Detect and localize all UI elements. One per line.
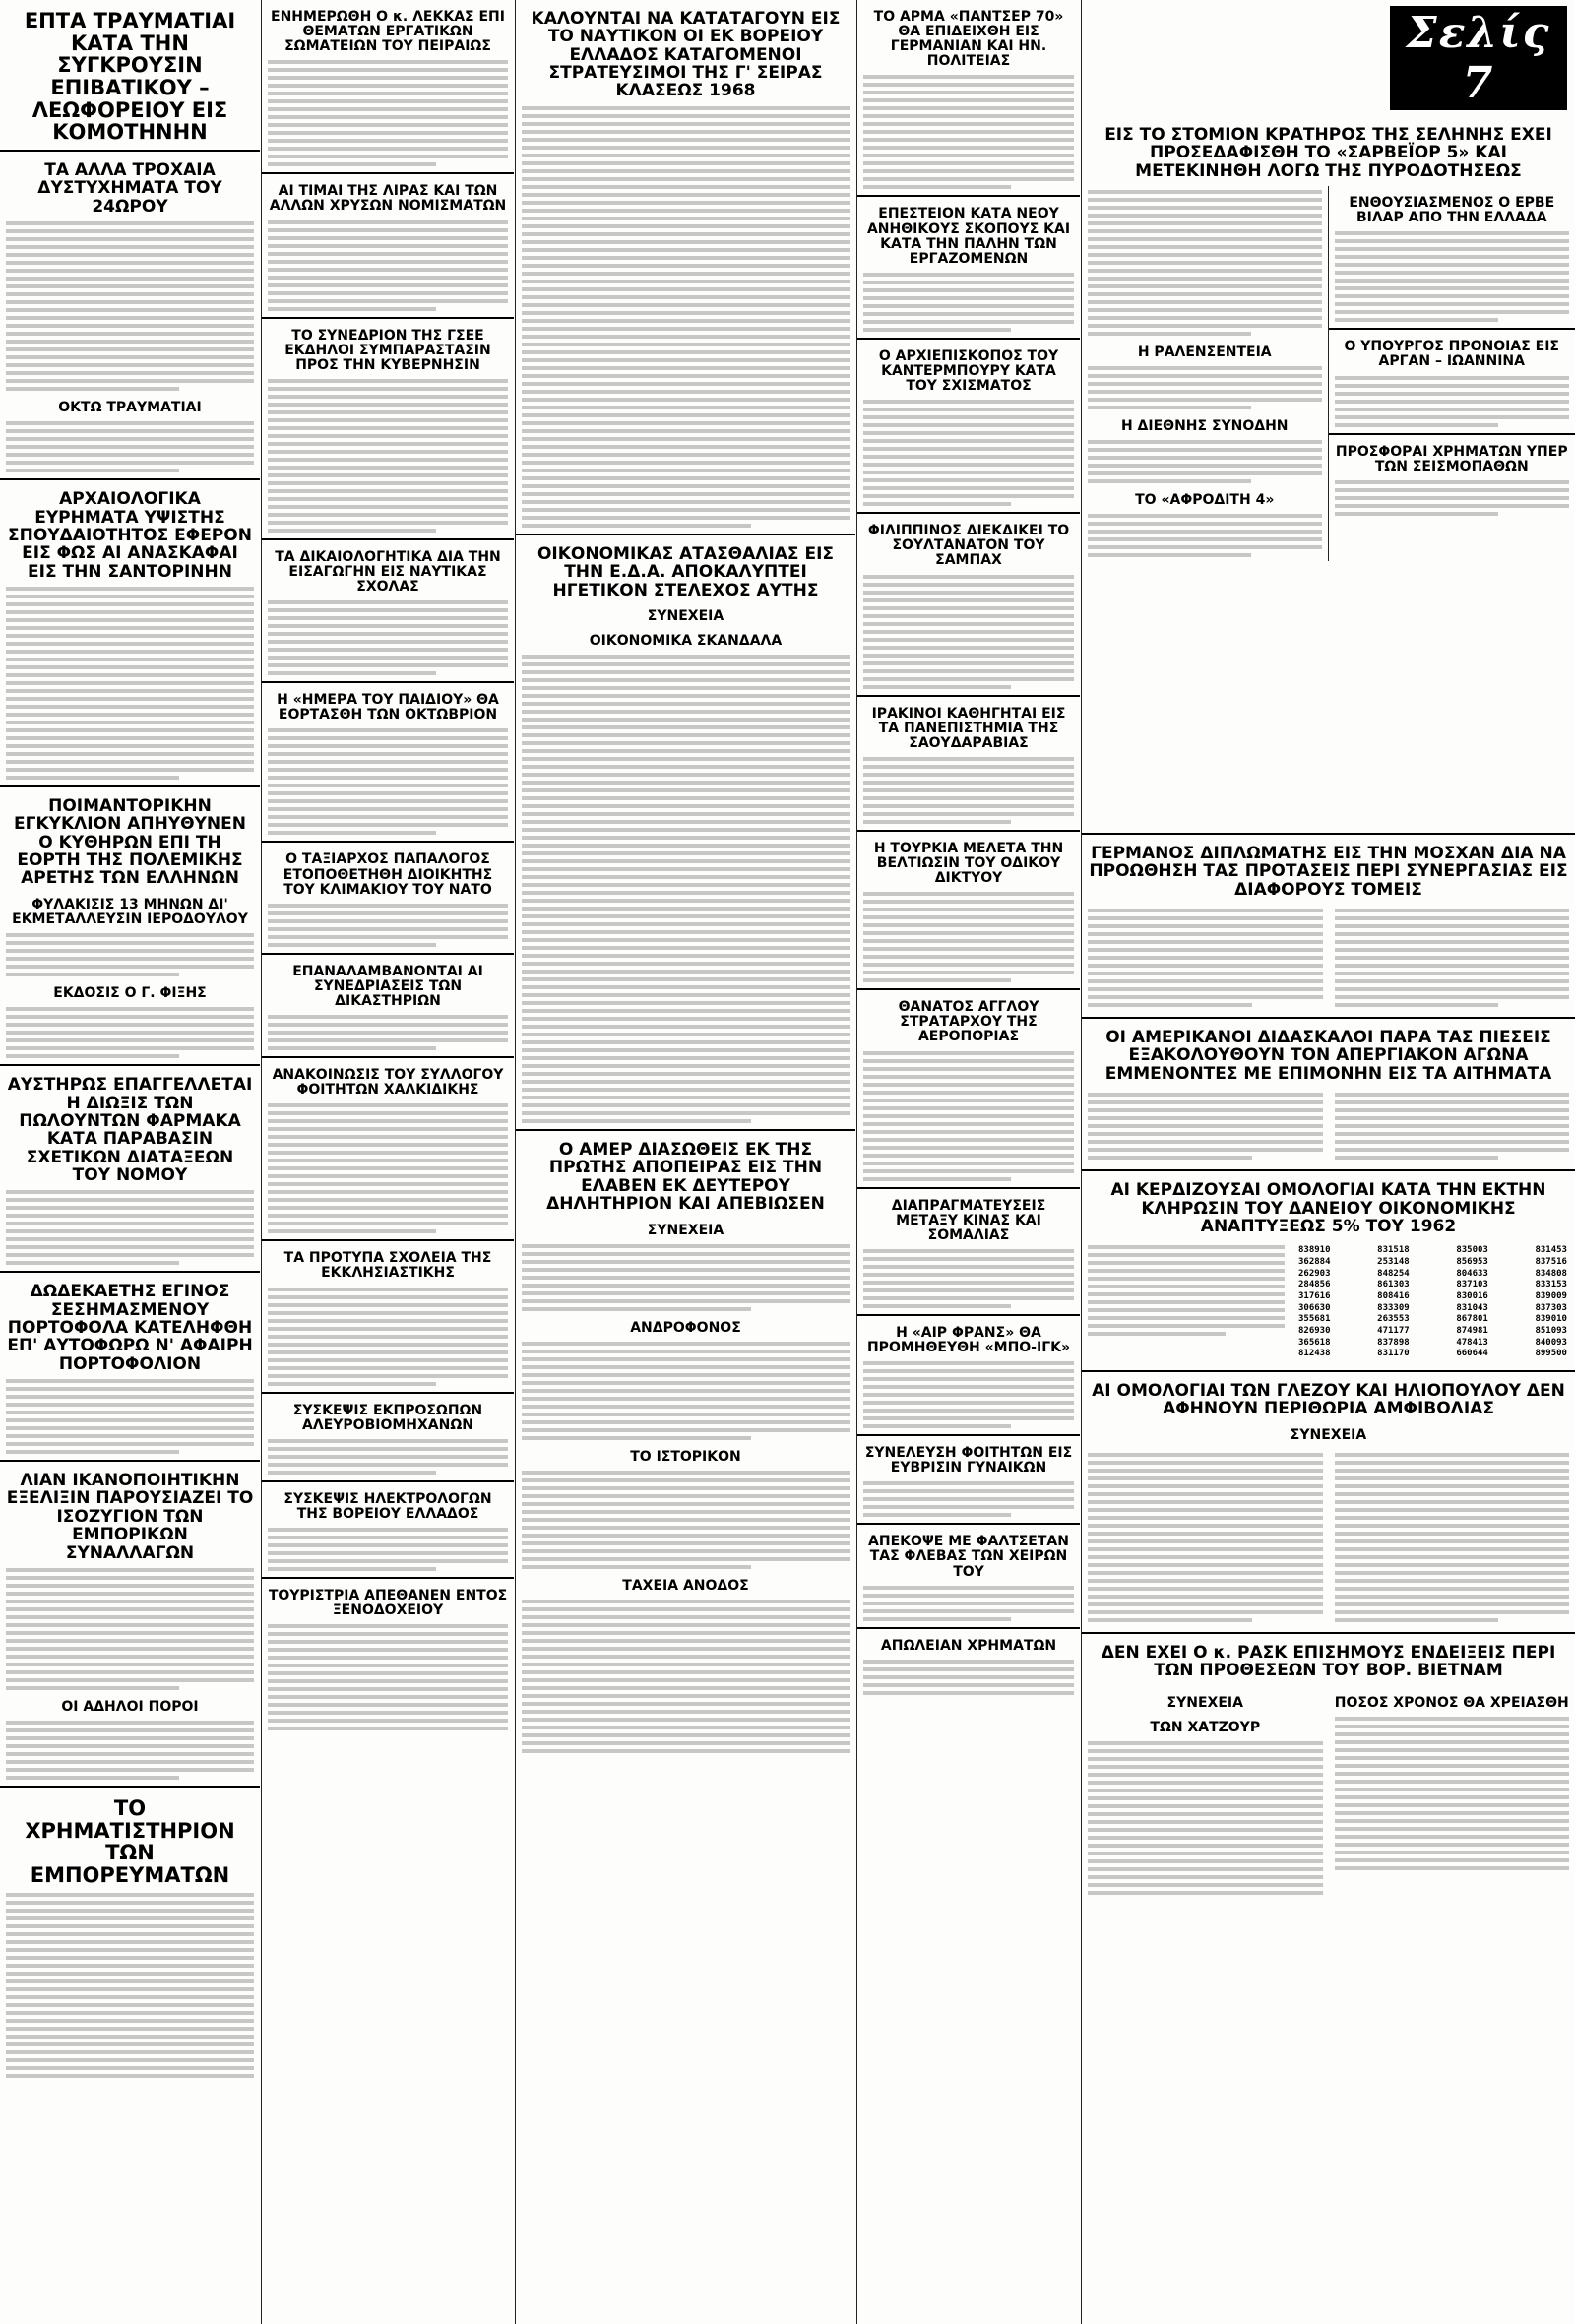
- table-row: [1298, 1257, 1567, 1269]
- table-row: [1298, 1326, 1567, 1338]
- article-body: [1335, 376, 1570, 427]
- table-cell: 804633: [1456, 1268, 1488, 1279]
- article-body: [863, 757, 1074, 824]
- headline: ΤΟ ΧΡΗΜΑΤΙΣΤΗΡΙΟΝ ΤΩΝ ΕΜΠΟΡΕΥΜΑΤΩΝ: [25, 1796, 235, 1888]
- article-body: [863, 575, 1074, 689]
- headline: Ο ΥΠΟΥΡΓΟΣ ΠΡΟΝΟΙΑΣ ΕΙΣ ΑΡΓΑΝ – ΙΩΑΝΝΙΝΑ: [1344, 339, 1559, 370]
- table-cell: 808416: [1377, 1290, 1410, 1301]
- article-body: [6, 933, 254, 976]
- continued-label: ΣΥΝΕΧΕΙΑ: [1166, 1694, 1243, 1711]
- table-cell: 867801: [1456, 1314, 1488, 1325]
- headline: ΣΥΣΚΕΨΙΣ ΗΛΕΚΤΡΟΛΟΓΩΝ ΤΗΣ ΒΟΡΕΙΟΥ ΕΛΛΑΔΟΣ: [284, 1490, 492, 1522]
- article-body: [863, 1660, 1074, 1695]
- table-cell: 834808: [1535, 1268, 1567, 1279]
- table-cell: 471177: [1377, 1326, 1410, 1337]
- table-cell: 478413: [1456, 1337, 1488, 1348]
- section-heading: ΑΝΔΡΟΦΟΝΟΣ: [630, 1319, 741, 1336]
- table-cell: 837898: [1377, 1337, 1410, 1348]
- headline: ΔΙΑΠΡΑΓΜΑΤΕΥΣΕΙΣ ΜΕΤΑΞΥ ΚΙΝΑΣ ΚΑΙ ΣΟΜΑΛΙΑΣ: [891, 1197, 1046, 1243]
- article-body: [6, 221, 254, 391]
- headline: ΑΠΩΛΕΙΑΝ ΧΡΗΜΑΤΩΝ: [880, 1637, 1057, 1654]
- headline: ΠΡΟΣΦΟΡΑΙ ΧΡΗΜΑΤΩΝ ΥΠΕΡ ΤΩΝ ΣΕΙΣΜΟΠΑΘΩΝ: [1335, 443, 1568, 474]
- table-cell: 833309: [1377, 1302, 1410, 1313]
- article-body: [6, 1379, 254, 1454]
- article-body: [1335, 1449, 1570, 1626]
- article-body: [268, 60, 508, 166]
- article-body: [863, 273, 1074, 332]
- article-body: [1088, 905, 1323, 1011]
- column-5: [857, 0, 1080, 2324]
- column-1: [0, 0, 260, 2324]
- continued-label: ΣΥΝΕΧΕΙΑ: [647, 607, 724, 624]
- section-heading: ΠΟΣΟΣ ΧΡΟΝΟΣ ΘΑ ΧΡΕΙΑΣΘΗ: [1334, 1694, 1569, 1711]
- section-heading: ΤΑΧΕΙΑ ΑΝΟΔΟΣ: [622, 1577, 749, 1594]
- table-cell: 355681: [1298, 1314, 1331, 1325]
- table-cell: 831170: [1377, 1349, 1410, 1359]
- table-cell: 812438: [1298, 1349, 1331, 1359]
- article-body: [522, 1600, 850, 1753]
- table-cell: 284856: [1298, 1280, 1331, 1290]
- headline: ΤΑ ΠΡΟΤΥΠΑ ΣΧΟΛΕΙΑ ΤΗΣ ΕΚΚΛΗΣΙΑΣΤΙΚΗΣ: [284, 1250, 492, 1282]
- table-cell: 660644: [1456, 1349, 1488, 1359]
- table-cell: 263553: [1377, 1314, 1410, 1325]
- subheadline: ΤΑ ΑΛΛΑ ΤΡΟΧΑΙΑ ΔΥΣΤΥΧΗΜΑΤΑ ΤΟΥ 24ΩΡΟΥ: [37, 160, 222, 217]
- article-body: [268, 1103, 508, 1233]
- table-cell: 837516: [1535, 1256, 1567, 1267]
- headline: ΑΠΕΚΟΨΕ ΜΕ ΦΑΛΤΣΕΤΑΝ ΤΑΣ ΦΛΕΒΑΣ ΤΩΝ ΧΕΙΡΩΝ ΤΟΥ: [868, 1534, 1069, 1580]
- article-body: [1335, 480, 1570, 516]
- table-cell: 856953: [1456, 1256, 1488, 1267]
- headline: ΑΙ ΤΙΜΑΙ ΤΗΣ ΛΙΡΑΣ ΚΑΙ ΤΩΝ ΑΛΛΩΝ ΧΡΥΣΩΝ ΝΟΜΙΣΜΑΤΩΝ: [269, 183, 507, 215]
- column-2: [262, 0, 514, 2324]
- table-row: [1298, 1338, 1567, 1350]
- article-body: [268, 1528, 508, 1571]
- article-body: [268, 1015, 508, 1050]
- headline: ΕΠΤΑ ΤΡΑΥΜΑΤΙΑΙ ΚΑΤΑ ΤΗΝ ΣΥΓΚΡΟΥΣΙΝ ΕΠΙΒΑΤΙΚΟΥ – ΛΕΩΦΟΡΕΙΟΥ ΕΙΣ ΚΟΜΟΤΗΝΗΝ: [24, 9, 236, 145]
- table-cell: 851093: [1535, 1326, 1567, 1337]
- article-body: [1335, 1089, 1570, 1163]
- table-cell: 839010: [1535, 1314, 1567, 1325]
- article-body: [1088, 190, 1322, 336]
- headline: ΣΥΝΕΛΕΥΣΗ ΦΟΙΤΗΤΩΝ ΕΙΣ ΕΥΒΡΙΣΙΝ ΓΥΝΑΙΚΩΝ: [864, 1445, 1073, 1476]
- headline: ΔΕΝ ΕΧΕΙ Ο κ. ΡΑΣΚ ΕΠΙΣΗΜΟΥΣ ΕΝΔΕΙΞΕΙΣ ΠΕΡΙ ΤΩΝ ΠΡΟΘΕΣΕΩΝ ΤΟΥ ΒΟΡ. ΒΙΕΤΝΑΜ: [1101, 1642, 1556, 1681]
- article-body: [863, 892, 1074, 982]
- article-body: [522, 655, 850, 1123]
- article-body: [6, 1190, 254, 1265]
- article-body: [522, 1471, 850, 1569]
- article-body: [6, 1893, 254, 2078]
- headline: ΠΟΙΜΑΝΤΟΡΙΚΗΝ ΕΓΚΥΚΛΙΟΝ ΑΠΗΥΘΥΝΕΝ Ο ΚΥΘΗΡΩΝ ΕΠΙ ΤΗ ΕΟΡΤΗ ΤΗΣ ΠΟΛΕΜΙΚΗΣ ΑΡΕΤΗΣ ΤΩΝ ΕΛΛΗΝΩΝ: [14, 796, 246, 889]
- headline: Ο ΑΡΧΙΕΠΙΣΚΟΠΟΣ ΤΟΥ ΚΑΝΤΕΡΜΠΟΥΡΥ ΚΑΤΑ ΤΟΥ ΣΧΙΣΜΑΤΟΣ: [878, 347, 1059, 395]
- headline: ΤΟ ΣΥΝΕΔΡΙΟΝ ΤΗΣ ΓΣΕΕ ΕΚΔΗΛΟΙ ΣΥΜΠΑΡΑΣΤΑΣΙΝ ΠΡΟΣ ΤΗΝ ΚΥΒΕΡΝΗΣΙΝ: [284, 327, 491, 373]
- headline: ΑΝΑΚΟΙΝΩΣΙΣ ΤΟΥ ΣΥΛΛΟΓΟΥ ΦΟΙΤΗΤΩΝ ΧΑΛΚΙΔΙΚΗΣ: [272, 1067, 504, 1099]
- headline: ΟΙ ΑΜΕΡΙΚΑΝΟΙ ΔΙΔΑΣΚΑΛΟΙ ΠΑΡΑ ΤΑΣ ΠΙΕΣΕΙΣ ΕΞΑΚΟΛΟΥΘΟΥΝ ΤΟΝ ΑΠΕΡΓΙΑΚΟΝ ΑΓΩΝΑ ΕΜΜΕΝΟΝΤΕΣ ΜΕ ΕΠΙΜΟΝΗΝ ΕΙΣ ΤΑ ΑΙΤΗΜΑΤΑ: [1104, 1028, 1552, 1084]
- article-body: [1088, 1089, 1323, 1163]
- headline: ΤΟ ΑΡΜΑ «ΠΑΝΤΣΕΡ 70» ΘΑ ΕΠΙΔΕΙΧΘΗ ΕΙΣ ΓΕΡΜΑΝΙΑΝ ΚΑΙ ΗΝ. ΠΟΛΙΤΕΙΑΣ: [873, 9, 1064, 70]
- article-body: [863, 75, 1074, 189]
- table-row: [1298, 1303, 1567, 1315]
- continued-label: ΣΥΝΕΧΕΙΑ: [1290, 1426, 1367, 1443]
- article-body: [6, 1568, 254, 1690]
- article-body: [1335, 905, 1570, 1011]
- headline: Ο ΑΜΕΡ ΔΙΑΣΩΘΕΙΣ ΕΚ ΤΗΣ ΠΡΩΤΗΣ ΑΠΟΠΕΙΡΑΣ ΕΙΣ ΤΗΝ ΕΛΑΒΕΝ ΕΚ ΔΕΥΤΕΡΟΥ ΔΗΛΗΤΗΡΙΟΝ ΚΑΙ ΑΠΕΒΙΩΣΕΝ: [546, 1140, 825, 1215]
- article-body: [6, 1721, 254, 1780]
- article-body: [268, 1288, 508, 1386]
- table-cell: 306630: [1298, 1302, 1331, 1313]
- headline: ΟΙΚΟΝΟΜΙΚΑΣ ΑΤΑΣΘΑΛΙΑΣ ΕΙΣ ΤΗΝ Ε.Δ.Α. ΑΠΟΚΑΛΥΠΤΕΙ ΗΓΕΤΙΚΟΝ ΣΤΕΛΕΧΟΣ ΑΥΤΗΣ: [536, 543, 835, 600]
- headline: ΣΥΣΚΕΨΙΣ ΕΚΠΡΟΣΩΠΩΝ ΑΛΕΥΡΟΒΙΟΜΗΧΑΝΩΝ: [292, 1402, 483, 1433]
- section-heading: ΦΥΛΑΚΙΣΙΣ 13 ΜΗΝΩΝ ΔΙ' ΕΚΜΕΤΑΛΛΕΥΣΙΝ ΙΕΡΟΔΟΥΛΟΥ: [12, 896, 248, 927]
- article-body: [1088, 1241, 1285, 1364]
- table-cell: 840093: [1535, 1337, 1567, 1348]
- article-body: [863, 1249, 1074, 1308]
- table-cell: 861303: [1377, 1280, 1410, 1290]
- section-heading: ΟΙΚΟΝΟΜΙΚΑ ΣΚΑΝΔΑΛΑ: [589, 632, 783, 649]
- section-heading: ΟΚΤΩ ΤΡΑΥΜΑΤΙΑΙ: [58, 400, 202, 416]
- headline: ΑΙ ΚΕΡΔΙΖΟΥΣΑΙ ΟΜΟΛΟΓΙΑΙ ΚΑΤΑ ΤΗΝ ΕΚΤΗΝ ΚΛΗΡΩΣΙΝ ΤΟΥ ΔΑΝΕΙΟΥ ΟΙΚΟΝΟΜΙΚΗΣ ΑΝΑΠΤΥΞΕΩΣ 5% ΤΟΥ 1962: [1110, 1180, 1546, 1236]
- headline: Η ΤΟΥΡΚΙΑ ΜΕΛΕΤΑ ΤΗΝ ΒΕΛΤΙΩΣΙΝ ΤΟΥ ΟΔΙΚΟΥ ΔΙΚΤΥΟΥ: [873, 840, 1064, 887]
- table-cell: 253148: [1377, 1256, 1410, 1267]
- table-row: [1298, 1245, 1567, 1257]
- section-heading: ΕΚΔΟΣΙΣ Ο Γ. ΦΙΞΗΣ: [53, 985, 207, 1002]
- article-body: [1335, 1717, 1570, 1870]
- article-body: [268, 220, 508, 311]
- article-body: [1088, 1449, 1323, 1626]
- article-body: [522, 106, 850, 528]
- article-body: [863, 1586, 1074, 1621]
- section-heading: ΤΩΝ ΧΑΤΖΟΥΡ: [1150, 1719, 1261, 1735]
- table-row: [1298, 1280, 1567, 1291]
- article-body: [6, 421, 254, 472]
- table-cell: 365618: [1298, 1337, 1331, 1348]
- table-row: [1298, 1349, 1567, 1360]
- article-body: [863, 1361, 1074, 1428]
- lottery-number-table: [1298, 1245, 1567, 1360]
- section-heading: ΤΟ «ΑΦΡΟΔΙΤΗ 4»: [1135, 492, 1275, 509]
- section-heading: Η ΡΑΛΕΝΣΕΝΤΕΙΑ: [1137, 345, 1272, 361]
- wide-story: [1082, 827, 1575, 1899]
- article-body: [522, 1342, 850, 1440]
- article-body: [268, 600, 508, 675]
- section-heading: Η ΔΙΕΘΝΗΣ ΣΥΝΟΔΗΝ: [1120, 418, 1289, 435]
- headline: ΤΟΥΡΙΣΤΡΙΑ ΑΠΕΘΑΝΕΝ ΕΝΤΟΣ ΞΕΝΟΔΟΧΕΙΟΥ: [268, 1587, 508, 1619]
- headline: ΕΠΕΣΤΕΙΟΝ ΚΑΤΑ ΝΕΟΥ ΑΝΗΘΙΚΟΥΣ ΣΚΟΠΟΥΣ ΚΑΙ ΚΑΤΑ ΤΗΝ ΠΑΛΗΝ ΤΩΝ ΕΡΓΑΖΟΜΕΝΩΝ: [866, 206, 1071, 267]
- headline: ΕΝΘΟΥΣΙΑΣΜΕΝΟΣ Ο ΕΡΒΕ ΒΙΛΑΡ ΑΠΟ ΤΗΝ ΕΛΛΑΔΑ: [1349, 195, 1555, 226]
- left-sub-column: [1082, 186, 1328, 561]
- article-body: [268, 728, 508, 835]
- headline: ΑΥΣΤΗΡΩΣ ΕΠΑΓΓΕΛΛΕΤΑΙ Η ΔΙΩΞΙΣ ΤΩΝ ΠΩΛΟΥΝΤΩΝ ΦΑΡΜΑΚΑ ΚΑΤΑ ΠΑΡΑΒΑΣΙΝ ΣΧΕΤΙΚΩΝ ΔΙΑΤΑΞΕΩΝ ΤΟΥ ΝΟΜΟΥ: [7, 1075, 253, 1185]
- table-cell: 826930: [1298, 1326, 1331, 1337]
- table-row: [1298, 1314, 1567, 1326]
- article-body: [268, 379, 508, 533]
- table-cell: 839009: [1535, 1290, 1567, 1301]
- table-cell: 317616: [1298, 1290, 1331, 1301]
- headline: ΤΑ ΔΙΚΑΙΟΛΟΓΗΤΙΚΑ ΔΙΑ ΤΗΝ ΕΙΣΑΓΩΓΗΝ ΕΙΣ ΝΑΥΤΙΚΑΣ ΣΧΟΛΑΣ: [275, 548, 501, 596]
- headline: ΙΡΑΚΙΝΟΙ ΚΑΘΗΓΗΤΑΙ ΕΙΣ ΤΑ ΠΑΝΕΠΙΣΤΗΜΙΑ ΤΗΣ ΣΑΟΥΔΑΡΑΒΙΑΣ: [871, 705, 1066, 751]
- table-cell: 899500: [1535, 1349, 1567, 1359]
- headline: Η «ΑΙΡ ΦΡΑΝΣ» ΘΑ ΠΡΟΜΗΘΕΥΘΗ «ΜΠΟ-ΙΓΚ»: [866, 1324, 1071, 1355]
- table-cell: 837303: [1535, 1302, 1567, 1313]
- article-body: [268, 1439, 508, 1475]
- table-cell: 262903: [1298, 1268, 1331, 1279]
- headline: ΕΝΗΜΕΡΩΘΗ Ο κ. ΛΕΚΚΑΣ ΕΠΙ ΘΕΜΑΤΩΝ ΕΡΓΑΤΙΚΩΝ ΣΩΜΑΤΕΙΩΝ ΤΟΥ ΠΕΙΡΑΙΩΣ: [271, 9, 505, 55]
- section-heading: ΤΟ ΙΣΤΟΡΙΚΟΝ: [630, 1448, 741, 1465]
- table-cell: 830016: [1456, 1290, 1488, 1301]
- headline: ΘΑΝΑΤΟΣ ΑΓΓΛΟΥ ΣΤΡΑΤΑΡΧΟΥ ΤΗΣ ΑΕΡΟΠΟΡΙΑΣ: [898, 999, 1040, 1045]
- article-body: [6, 587, 254, 780]
- headline: ΚΑΛΟΥΝΤΑΙ ΝΑ ΚΑΤΑΤΑΓΟΥΝ ΕΙΣ ΤΟ ΝΑΥΤΙΚΟΝ ΟΙ ΕΚ ΒΟΡΕΙΟΥ ΕΛΛΑΔΟΣ ΚΑΤΑΓΟΜΕΝΟΙ ΣΤΡΑΤΕΥΣΙΜΟΙ ΤΗΣ Γ' ΣΕΙΡΑΣ ΚΛΑΣΕΩΣ 1968: [531, 9, 841, 101]
- headline: ΔΩΔΕΚΑΕΤΗΣ ΕΓΙΝΟΣ ΣΕΣΗΜΑΣΜΕΝΟΥ ΠΟΡΤΟΦΟΛΑ ΚΑΤΕΛΗΦΘΗ ΕΠ' ΑΥΤΟΦΩΡΩ Ν' ΑΦΑΙΡΗ ΠΟΡΤΟΦΟΛΙΟΝ: [7, 1282, 253, 1374]
- article-body: [6, 1007, 254, 1058]
- section-heading: ΟΙ ΑΔΗΛΟΙ ΠΟΡΟΙ: [61, 1698, 199, 1715]
- headline: ΦΙΛΙΠΠΙΝΟΣ ΔΙΕΚΔΙΚΕΙ ΤΟ ΣΟΥΛΤΑΝΑΤΟΝ ΤΟΥ ΣΑΜΠΑΧ: [867, 523, 1070, 569]
- headline: ΓΕΡΜΑΝΟΣ ΔΙΠΛΩΜΑΤΗΣ ΕΙΣ ΤΗΝ ΜΟΣΧΑΝ ΔΙΑ ΝΑ ΠΡΟΩΘΗΣΗ ΤΑΣ ΠΡΟΤΑΣΕΙΣ ΠΕΡΙ ΣΥΝΕΡΓΑΣΙΑΣ ΕΙΣ ΔΙΑΦΟΡΟΥΣ ΤΟΜΕΙΣ: [1089, 844, 1568, 900]
- article-body: [1088, 1741, 1323, 1895]
- article-body: [863, 400, 1074, 506]
- headline: Η «ΗΜΕΡΑ ΤΟΥ ΠΑΙΔΙΟΥ» ΘΑ ΕΟΡΤΑΣΘΗ ΤΩΝ ΟΚΤΩΒΡΙΟΝ: [277, 692, 499, 723]
- article-body: [1088, 514, 1322, 557]
- continued-label: ΣΥΝΕΧΕΙΑ: [647, 1222, 724, 1238]
- right-sub-column: [1328, 186, 1575, 561]
- article-body: [1088, 366, 1322, 409]
- headline: ΛΙΑΝ ΙΚΑΝΟΠΟΙΗΤΙΚΗΝ ΕΞΕΛΙΞΙΝ ΠΑΡΟΥΣΙΑΖΕΙ ΤΟ ΙΣΟΖΥΓΙΟΝ ΤΩΝ ΕΜΠΟΡΙΚΩΝ ΣΥΝΑΛΛΑΓΩΝ: [6, 1471, 254, 1563]
- table-cell: 831043: [1456, 1302, 1488, 1313]
- headline: Ο ΤΑΞΙΑΡΧΟΣ ΠΑΠΑΛΟΓΟΣ ΕΤΟΠΟΘΕΤΗΘΗ ΔΙΟΙΚΗΤΗΣ ΤΟΥ ΚΛΙΜΑΚΙΟΥ ΤΟΥ ΝΑΤΟ: [283, 851, 493, 898]
- article-body: [863, 1051, 1074, 1181]
- table-cell: 835003: [1456, 1245, 1488, 1256]
- headline: ΕΠΑΝΑΛΑΜΒΑΝΟΝΤΑΙ ΑΙ ΣΥΝΕΔΡΙΑΣΕΙΣ ΤΩΝ ΔΙΚΑΣΤΗΡΙΩΝ: [292, 963, 483, 1009]
- headline: ΕΙΣ ΤΟ ΣΤΟΜΙΟΝ ΚΡΑΤΗΡΟΣ ΤΗΣ ΣΕΛΗΝΗΣ ΕΧΕΙ ΠΡΟΣΕΔΑΦΙΣΘΗ ΤΟ «ΣΑΡΒΕΪΟΡ 5» ΚΑΙ ΜΕΤΕΚΙΝΗΘΗ ΛΟΓΩ ΤΗΣ ΠΥΡΟΔΟΤΗΣΕΩΣ: [1104, 125, 1552, 181]
- table-row: [1298, 1291, 1567, 1303]
- article-body: [863, 1481, 1074, 1517]
- table-cell: 838910: [1298, 1245, 1331, 1256]
- article-body: [522, 1244, 850, 1311]
- table-cell: 874981: [1456, 1326, 1488, 1337]
- article-body: [268, 1624, 508, 1730]
- article-body: [1088, 440, 1322, 483]
- column-3-4: [516, 0, 855, 2324]
- article-body: [268, 904, 508, 947]
- table-cell: 831453: [1535, 1245, 1567, 1256]
- page-masthead: Σελίς 7: [1390, 6, 1567, 110]
- headline: ΑΡΧΑΙΟΛΟΓΙΚΑ ΕΥΡΗΜΑΤΑ ΥΨΙΣΤΗΣ ΣΠΟΥΔΑΙΟΤΗΤΟΣ ΕΦΕΡΟΝ ΕΙΣ ΦΩΣ ΑΙ ΑΝΑΣΚΑΦΑΙ ΕΙΣ ΤΗΝ ΣΑΝΤΟΡΙΝΗΝ: [8, 489, 252, 582]
- table-cell: 833153: [1535, 1280, 1567, 1290]
- table-row: [1298, 1269, 1567, 1281]
- table-cell: 362884: [1298, 1256, 1331, 1267]
- table-cell: 837103: [1456, 1280, 1488, 1290]
- table-cell: 831518: [1377, 1245, 1410, 1256]
- headline: ΑΙ ΟΜΟΛΟΓΙΑΙ ΤΩΝ ΓΛΕΖΟΥ ΚΑΙ ΗΛΙΟΠΟΥΛΟΥ ΔΕΝ ΑΦΗΝΟΥΝ ΠΕΡΙΘΩΡΙΑ ΑΜΦΙΒΟΛΙΑΣ: [1092, 1381, 1565, 1419]
- article-body: [1335, 231, 1570, 322]
- table-cell: 848254: [1377, 1268, 1410, 1279]
